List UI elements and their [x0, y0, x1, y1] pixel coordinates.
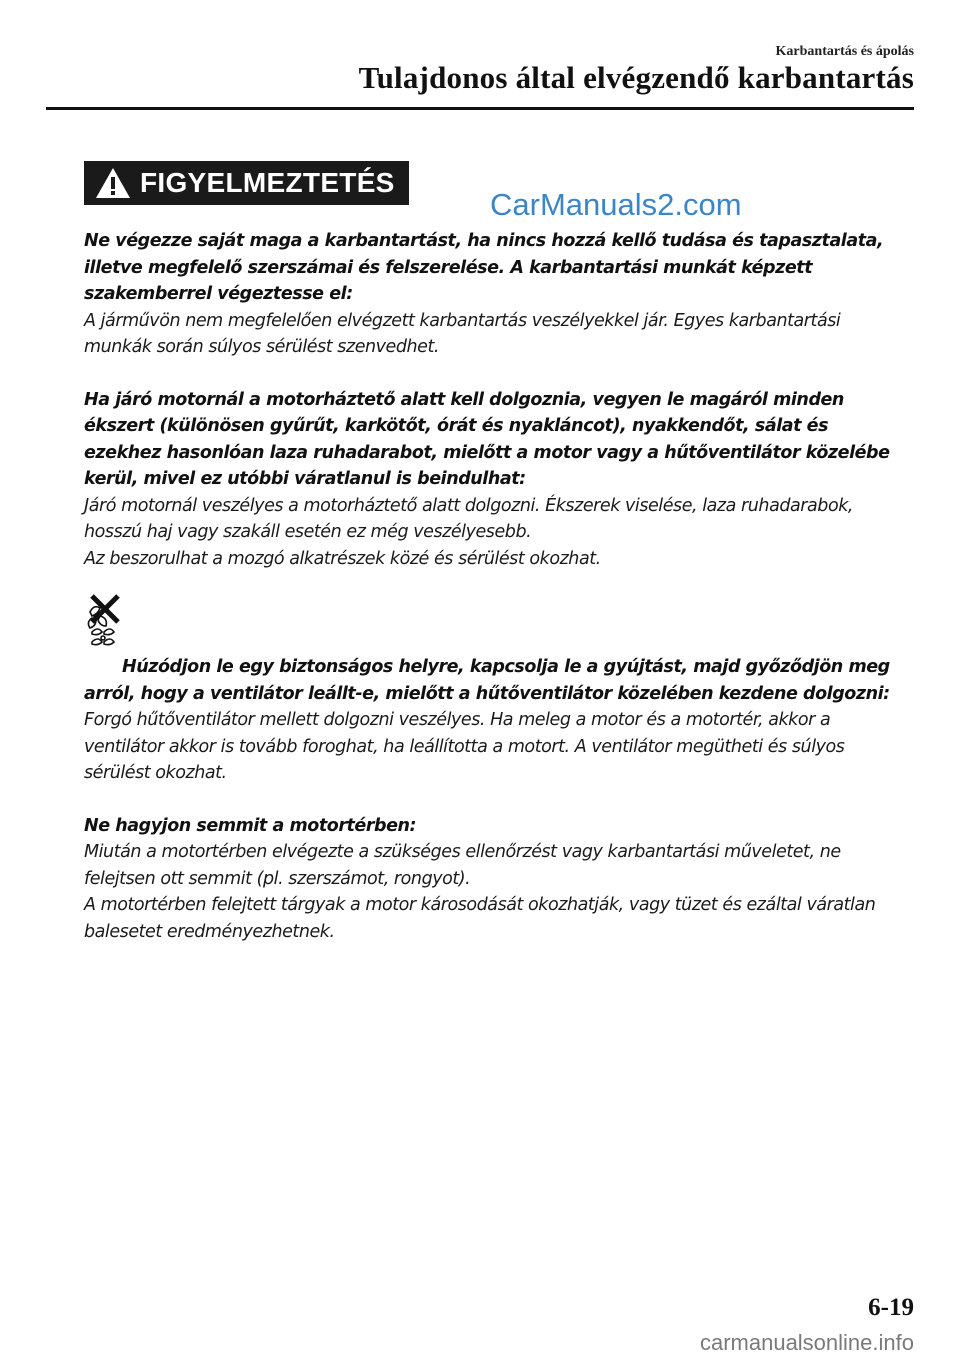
warning-text-bold-3: Húzódjon le egy biztonságos helyre, kapcsolja le a gyújtást, majd győződjön meg arról, hogy a ventilátor leállt-e, mielőtt a hűtőventilátor közelében kezdene dolgozni:	[84, 657, 890, 704]
warning-text-2b: Az beszorulhat a mozgó alkatrészek közé és sérülést okozhat.	[84, 548, 601, 569]
warning-text-bold-1: Ne végezze saját maga a karbantartást, ha nincs hozzá kellő tudása és tapasztalata, illetve megfelelő szerszámai és felszerelése. A karbantartási munkát képzett szakemberrel végeztesse el:	[84, 231, 884, 304]
warning-text-4a: Miután a motortérben elvégezte a szükséges ellenőrzést vagy karbantartási műveletet, ne felejtsen ott semmit (pl. szerszámot, rongyot).	[84, 842, 841, 889]
header-title: Tulajdonos által elvégzendő karbantartás	[358, 60, 914, 95]
warning-text-bold-4: Ne hagyjon semmit a motortérben:	[84, 815, 417, 836]
page-number: 6-19	[868, 1294, 914, 1321]
warning-text-2a: Járó motornál veszélyes a motorháztető alatt dolgozni. Ékszerek viselése, laza ruhadarabok, hosszú haj vagy szakáll esetén ez még veszélyesebb.	[84, 495, 854, 542]
watermark-bottom: carmanualsonline.info	[699, 1330, 914, 1355]
warning-text-4b: A motortérben felejtett tárgyak a motor károsodását okozhatják, vagy tüzet és ezáltal váratlan balesetet eredményezhetnek.	[84, 895, 876, 942]
warning-text-3: Forgó hűtőventilátor mellett dolgozni veszélyes. Ha meleg a motor és a motortér, akkor a ventilátor akkor is tovább foroghat, ha leállította a motort. A ventilátor megütheti és súlyos sérülést okozhat.	[84, 710, 845, 783]
warning-label: FIGYELMEZTETÉS	[140, 167, 395, 198]
content	[84, 228, 904, 945]
header-section: Karbantartás és ápolás	[775, 44, 914, 59]
no-fan-icon	[84, 594, 124, 656]
warning-banner	[84, 161, 409, 205]
watermark-top: CarManuals2.com	[490, 187, 742, 222]
warning-text-1: A járművön nem megfelelően elvégzett karbantartás veszélyekkel jár. Egyes karbantartási munkák során súlyos sérülést szenvedhet.	[84, 310, 841, 357]
warning-text-bold-2: Ha járó motornál a motorháztető alatt kell dolgoznia, vegyen le magáról minden ékszert (különösen gyűrűt, karkötőt, órát és nyakláncot), nyakkendőt, sálat és ezekhez hasonlóan laza ruhadarabot, mielőtt a motor vagy a hűtőventilátor közelébe kerül, mivel ez utóbbi váratlanul is beindulhat:	[84, 389, 890, 489]
warning-triangle-icon	[94, 166, 132, 200]
header-rule	[46, 107, 914, 110]
